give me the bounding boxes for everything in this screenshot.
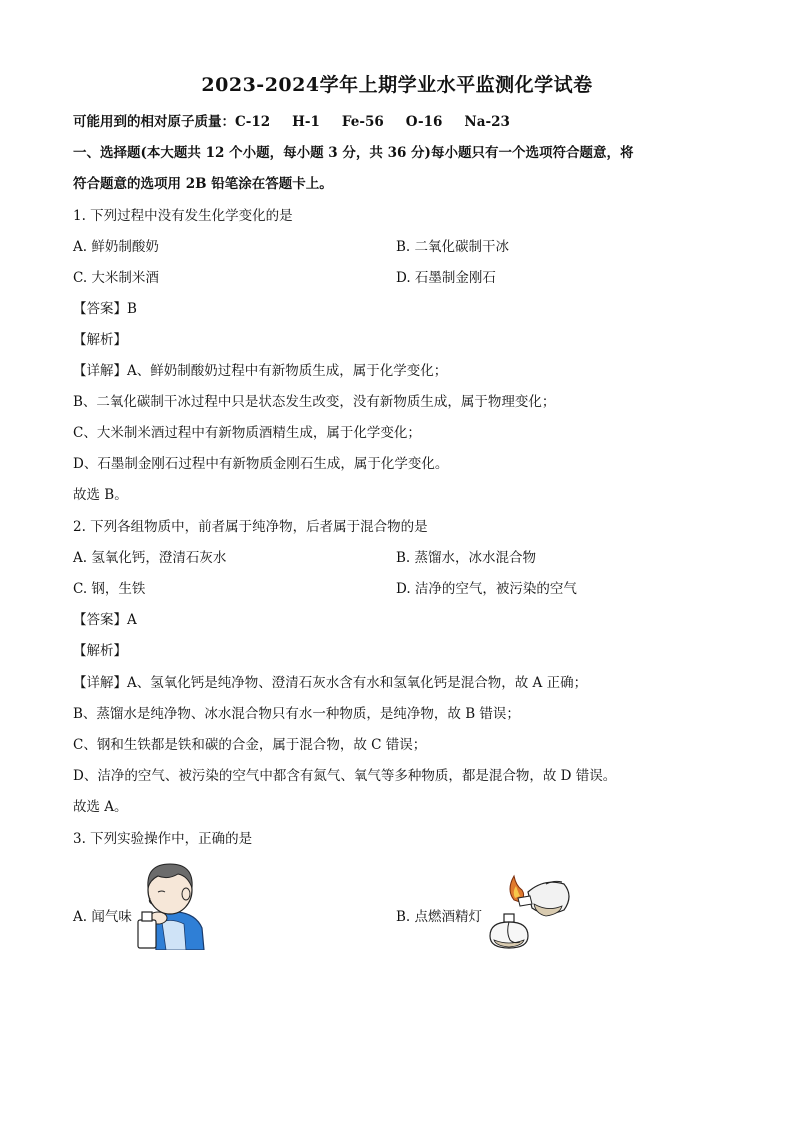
q2-option-c: C. 钢，生铁 <box>73 581 146 597</box>
lighting-alcohol-lamp-figure <box>484 870 576 952</box>
q1-option-c: C. 大米制米酒 <box>73 270 159 286</box>
q1-analysis-label: 【解析】 <box>73 332 127 348</box>
atomic-masses-label: 可能用到的相对原子质量： <box>73 114 235 130</box>
atomic-mass-c: C-12 <box>235 114 271 130</box>
section-instructions-line1: 一、选择题(本大题共 12 个小题，每小题 3 分，共 36 分)每小题只有一个选项符合题意，将 <box>73 145 634 161</box>
q2-detail-line: C、钢和生铁都是铁和碳的合金，属于混合物，故 C 错误； <box>73 737 427 753</box>
q1-answer: 【答案】B <box>73 301 137 317</box>
q2-option-b: B. 蒸馏水，冰水混合物 <box>396 550 537 566</box>
q1-stem: 1. 下列过程中没有发生化学变化的是 <box>73 208 293 224</box>
atomic-masses <box>73 110 532 130</box>
q2-detail-line: D、洁净的空气、被污染的空气中都含有氮气、氧气等多种物质，都是混合物，故 D 错误。 <box>73 768 617 784</box>
atomic-mass-h: H-1 <box>292 114 320 130</box>
q1-detail-line: B、二氧化碳制干冰过程中只是状态发生改变，没有新物质生成，属于物理变化； <box>73 394 556 410</box>
q3-option-a: A. 闻气味 <box>73 909 132 925</box>
q2-answer: 【答案】A <box>73 612 137 628</box>
q1-option-d: D. 石墨制金刚石 <box>396 270 496 286</box>
atomic-mass-o: O-16 <box>405 114 443 130</box>
q2-analysis-label: 【解析】 <box>73 643 127 659</box>
q3-stem: 3. 下列实验操作中，正确的是 <box>73 831 253 847</box>
atomic-mass-na: Na-23 <box>464 114 510 130</box>
q1-conclusion: 故选 B。 <box>73 487 128 503</box>
q2-stem: 2. 下列各组物质中，前者属于纯净物，后者属于混合物的是 <box>73 519 428 535</box>
q1-detail-line: 【详解】A、鲜奶制酸奶过程中有新物质生成，属于化学变化； <box>73 363 448 379</box>
q2-conclusion: 故选 A。 <box>73 799 128 815</box>
q3-option-b: B. 点燃酒精灯 <box>396 909 483 925</box>
q1-detail-line: D、石墨制金刚石过程中有新物质金刚石生成，属于化学变化。 <box>73 456 449 472</box>
smelling-gas-figure <box>132 858 208 950</box>
q2-detail-line: 【详解】A、氢氧化钙是纯净物、澄清石灰水含有水和氢氧化钙是混合物，故 A 正确； <box>73 675 588 691</box>
q2-detail-line: B、蒸馏水是纯净物、冰水混合物只有水一种物质，是纯净物，故 B 错误； <box>73 706 520 722</box>
q2-option-a: A. 氢氧化钙，澄清石灰水 <box>73 550 227 566</box>
page-title: 2023-2024学年上期学业水平监测化学试卷 <box>201 74 593 96</box>
q1-option-a: A. 鲜奶制酸奶 <box>73 239 159 255</box>
q1-detail-line: C、大米制米酒过程中有新物质酒精生成，属于化学变化； <box>73 425 421 441</box>
q2-option-d: D. 洁净的空气，被污染的空气 <box>396 581 577 597</box>
q1-option-b: B. 二氧化碳制干冰 <box>396 239 510 255</box>
section-instructions-line2: 符合题意的选项用 2B 铅笔涂在答题卡上。 <box>73 176 333 192</box>
atomic-mass-fe: Fe-56 <box>341 114 384 130</box>
